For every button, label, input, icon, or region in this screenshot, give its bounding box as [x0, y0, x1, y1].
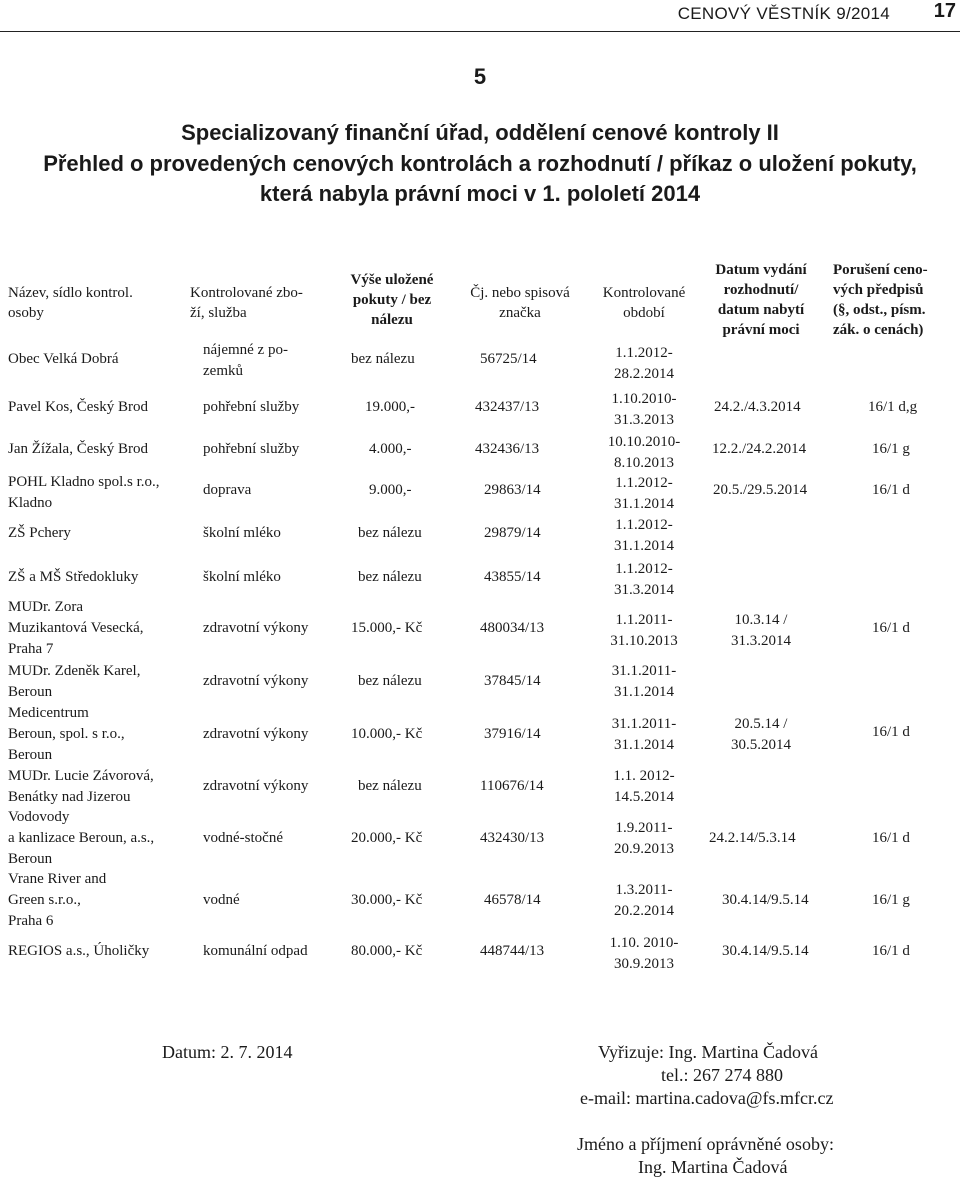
cell-period: 1.1.2011- 31.10.2013: [610, 612, 678, 649]
cell-ref: 448744/13: [480, 943, 545, 959]
cell-violation: 16/1 d,g: [868, 399, 918, 415]
title-line-2: Přehled o provedených cenových kontrolách a rozhodnutí / příkaz o uložení pokuty,: [43, 151, 917, 176]
cell-goods: školní mléko: [203, 569, 281, 585]
merged-date-cell: 20.5.14 / 30.5.2014: [731, 716, 791, 753]
cell-goods: zdravotní výkony: [203, 620, 309, 636]
col-header-name: Název, sídlo kontrol. osoby: [8, 285, 133, 321]
cell-goods: vodné: [203, 892, 240, 908]
merged-violation-cell: 16/1 d: [872, 620, 910, 636]
col-header-date: Datum vydání rozhodnutí/ datum nabytí právní moci: [715, 262, 807, 338]
cell-ref: 432436/13: [475, 441, 540, 457]
cell-name: Medicentrum Beroun, spol. s r.o., Beroun: [8, 705, 125, 763]
cell-name: Pavel Kos, Český Brod: [8, 399, 148, 415]
cell-fine: bez nálezu: [358, 673, 422, 689]
cell-fine: 15.000,- Kč: [351, 620, 423, 636]
cell-name: Vrane River and Green s.r.o., Praha 6: [8, 871, 107, 929]
cell-period: 1.10. 2010- 30.9.2013: [609, 935, 679, 972]
cell-name: Vodovody a kanlizace Beroun, a.s., Beroun: [8, 809, 155, 867]
cell-ref: 56725/14: [480, 351, 537, 367]
cell-ref: 480034/13: [480, 620, 545, 636]
cell-ref: 432437/13: [475, 399, 540, 415]
cell-goods: zdravotní výkony: [203, 778, 309, 794]
cell-violation: 16/1 d: [872, 830, 910, 846]
col-header-goods: Kontrolované zbo- ží, služba: [190, 285, 303, 321]
cell-ref: 46578/14: [484, 892, 541, 908]
header-rule: [0, 31, 960, 32]
cell-name: Jan Žížala, Český Brod: [8, 441, 148, 457]
cell-fine: bez nálezu: [358, 569, 422, 585]
authorized-person-name: Ing. Martina Čadová: [638, 1157, 788, 1177]
col-header-fine: Výše uložené pokuty / bez nálezu: [350, 272, 434, 328]
cell-fine: bez nálezu: [351, 351, 415, 367]
cell-ref: 37845/14: [484, 673, 541, 689]
cell-name: REGIOS a.s., Úholičky: [8, 943, 150, 959]
cell-period: 10.10.2010- 8.10.2013: [607, 434, 681, 471]
cell-period: 1.1.2012- 31.1.2014: [614, 517, 674, 554]
cell-goods: komunální odpad: [203, 943, 308, 959]
cell-fine: 80.000,- Kč: [351, 943, 423, 959]
cell-period: 1.9.2011- 20.9.2013: [614, 820, 674, 857]
cell-ref: 432430/13: [480, 830, 545, 846]
handled-by: Vyřizuje: Ing. Martina Čadová: [598, 1042, 818, 1062]
cell-goods: zdravotní výkony: [203, 673, 309, 689]
cell-fine: 10.000,- Kč: [351, 726, 423, 742]
contact-email: e-mail: martina.cadova@fs.mfcr.cz: [580, 1088, 834, 1108]
title-line-1: Specializovaný finanční úřad, oddělení cenové kontroly II: [181, 120, 779, 145]
cell-fine: 30.000,- Kč: [351, 892, 423, 908]
cell-ref: 110676/14: [480, 778, 544, 794]
cell-date: 24.2.14/5.3.14: [709, 830, 796, 846]
cell-ref: 37916/14: [484, 726, 541, 742]
cell-fine: bez nálezu: [358, 525, 422, 541]
cell-violation: 16/1 g: [872, 441, 910, 457]
cell-name: Obec Velká Dobrá: [8, 351, 119, 367]
cell-date: 30.4.14/9.5.14: [722, 943, 809, 959]
cell-period: 1.1.2012- 31.1.2014: [614, 475, 674, 512]
cell-goods: nájemné z po- zemků: [203, 342, 288, 379]
cell-ref: 29879/14: [484, 525, 541, 541]
cell-goods: pohřební služby: [203, 399, 300, 415]
cell-period: 1.3.2011- 20.2.2014: [614, 882, 674, 919]
cell-goods: školní mléko: [203, 525, 281, 541]
cell-date: 24.2./4.3.2014: [714, 399, 801, 415]
contact-phone: tel.: 267 274 880: [661, 1065, 783, 1085]
cell-goods: zdravotní výkony: [203, 726, 309, 742]
cell-ref: 43855/14: [484, 569, 541, 585]
cell-date: 12.2./24.2.2014: [712, 441, 807, 457]
cell-fine: bez nálezu: [358, 778, 422, 794]
cell-ref: 29863/14: [484, 482, 541, 498]
page-number: 17: [933, 0, 956, 22]
cell-fine: 9.000,-: [369, 482, 412, 498]
cell-name: MUDr. Lucie Závorová, Benátky nad Jizerou: [8, 768, 154, 805]
journal-title: CENOVÝ VĚSTNÍK 9/2014: [677, 4, 890, 23]
cell-goods: doprava: [203, 482, 252, 498]
cell-violation: 16/1 d: [872, 482, 910, 498]
cell-violation: 16/1 g: [872, 892, 910, 908]
cell-period: 1.1.2012- 28.2.2014: [614, 345, 674, 382]
cell-period: 1.10.2010- 31.3.2013: [611, 391, 677, 428]
cell-period: 31.1.2011- 31.1.2014: [611, 663, 677, 700]
col-header-period: Kontrolované období: [602, 285, 686, 321]
col-header-violation: Porušení ceno- vých předpisů (§, odst., písm. zák. o cenách): [833, 262, 928, 338]
cell-fine: 20.000,- Kč: [351, 830, 423, 846]
title-line-3: která nabyla právní moci v 1. pololetí 2014: [259, 181, 701, 206]
cell-goods: pohřební služby: [203, 441, 300, 457]
merged-date-cell: 10.3.14 / 31.3.2014: [731, 612, 791, 649]
authorized-person-label: Jméno a příjmení oprávněné osoby:: [577, 1134, 834, 1154]
cell-period: 1.1. 2012- 14.5.2014: [613, 768, 675, 805]
cell-period: 31.1.2011- 31.1.2014: [611, 716, 677, 753]
cell-name: ZŠ Pchery: [8, 525, 71, 541]
cell-violation: 16/1 d: [872, 943, 910, 959]
section-number: 5: [473, 64, 487, 89]
cell-date: 30.4.14/9.5.14: [722, 892, 809, 908]
cell-period: 1.1.2012- 31.3.2014: [614, 561, 674, 598]
merged-violation-cell: 16/1 d: [872, 724, 910, 740]
cell-date: 20.5./29.5.2014: [713, 482, 808, 498]
col-header-ref: Čj. nebo spisová značka: [470, 285, 570, 321]
issue-date: Datum: 2. 7. 2014: [162, 1042, 293, 1062]
cell-fine: 19.000,-: [365, 399, 415, 415]
cell-fine: 4.000,-: [369, 441, 412, 457]
cell-name: MUDr. Zora Muzikantová Vesecká, Praha 7: [8, 599, 144, 657]
cell-name: MUDr. Zdeněk Karel, Beroun: [8, 663, 141, 700]
cell-goods: vodné-stočné: [203, 830, 283, 846]
cell-name: POHL Kladno spol.s r.o., Kladno: [8, 474, 160, 511]
cell-name: ZŠ a MŠ Středokluky: [8, 569, 139, 585]
